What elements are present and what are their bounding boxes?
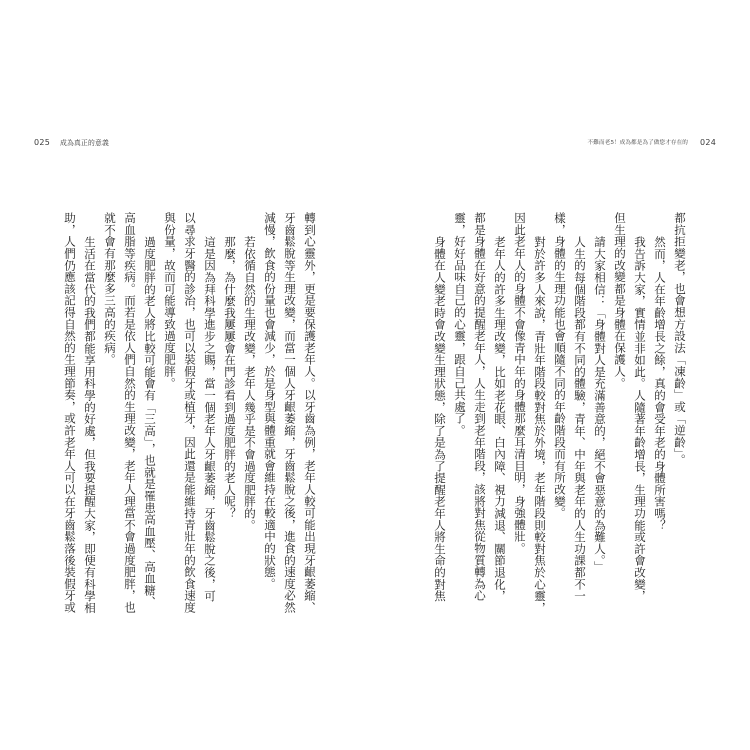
text-column: 都抗拒變老，也會想方設法「凍齡」或「逆齡」。 <box>673 212 687 466</box>
text-column: 就不會有那麼多三高的疾病。 <box>103 212 117 366</box>
text-column: 請大家相信：「身體對人是充滿善意的，絕不會惡意的為難人。」 <box>593 235 607 573</box>
text-column: 與份量，故而可能導致過度肥胖。 <box>163 212 177 389</box>
text-column: 身體在人變老時會改變生理狀態，除了是為了提醒老年人將生命的對焦 <box>433 235 447 602</box>
page-number: 025 <box>34 138 51 147</box>
text-column: 我告訴大家，實情並非如此。人隨著年齡增長，生理功能或許會改變， <box>633 235 647 602</box>
text-column: 靈，好好品味自己的心靈，跟自己共處了。 <box>453 212 467 437</box>
text-column: 轉到心靈外，更是要保護老年人。以牙齒為例，老年人較可能出現牙齦萎縮、 <box>303 212 317 614</box>
text-column: 樣，身體的生理功能也會順隨不同的年齡階段而有所改變。 <box>553 212 567 519</box>
text-column: 助，人們仍應該記得自然的生理節奏，或許老年人可以在牙齒鬆落後裝假牙或 <box>63 212 77 614</box>
text-column: 人生的每個階段都有不同的體驗，青年、中年與老年的人生功課都不一 <box>573 235 587 602</box>
text-column: 都是身體在好意的提醒老年人，人生走到老年階段，該將對焦從物質轉為心 <box>473 212 487 602</box>
text-column: 但生理的改變都是身體在保護人。 <box>613 212 627 389</box>
text-column: 減慢，飲食的份量也會減少，於是身型與體重就會維持在較適中的狀態。 <box>263 212 277 590</box>
text-column: 因此老年人的身體不會像青中年的身體那麼耳清目明，身強體壯。 <box>513 212 527 555</box>
text-column: 以尋求牙醫的診治，也可以裝假牙或植牙，因此還是能維持青壯年的飲食速度 <box>183 212 197 614</box>
text-column: 高血脂等疾病。而若是依人們自然的生理改變，老年人理當不會過度肥胖，也 <box>123 212 137 614</box>
running-header: 成為真正的意義 <box>60 139 109 147</box>
page-right <box>375 0 750 750</box>
running-header: 不難而老5！成為都是為了做您才存在的 <box>587 140 688 146</box>
text-column: 牙齒鬆脫等生理改變，而當一個人牙齦萎縮，牙齒鬆脫之後，進食的速度必然 <box>283 212 297 614</box>
text-column: 生活在當代的我們都能享用科學的好處，但我要提醒大家，即便有科學相 <box>83 235 97 614</box>
text-column: 對於許多人來說，青壯年階段較對焦於外境，老年階段則較對焦於心靈， <box>533 235 547 614</box>
text-column: 若依循自然的生理改變，老年人幾乎是不會過度肥胖的。 <box>243 235 257 531</box>
text-column: 然而，人在年齡增長之餘，真的會受年老的身體所害嗎？ <box>653 235 667 531</box>
page-number: 024 <box>700 138 717 147</box>
page-right-body <box>375 0 750 750</box>
text-column: 過度肥胖的老人將比較可能會有「三高」，也就是罹患高血壓、高血糖、 <box>143 235 157 608</box>
text-column: 那麼，為什麼我屢屢會在門診看到過度肥胖的老人呢？ <box>223 235 237 519</box>
text-column: 這是因為拜科學進步之賜，當一個老年人牙齦萎縮，牙齒鬆脫之後，可 <box>203 235 217 602</box>
text-column: 老年人的許多生理改變，比如老花眼、白內障、視力減退、關節退化， <box>493 235 507 602</box>
